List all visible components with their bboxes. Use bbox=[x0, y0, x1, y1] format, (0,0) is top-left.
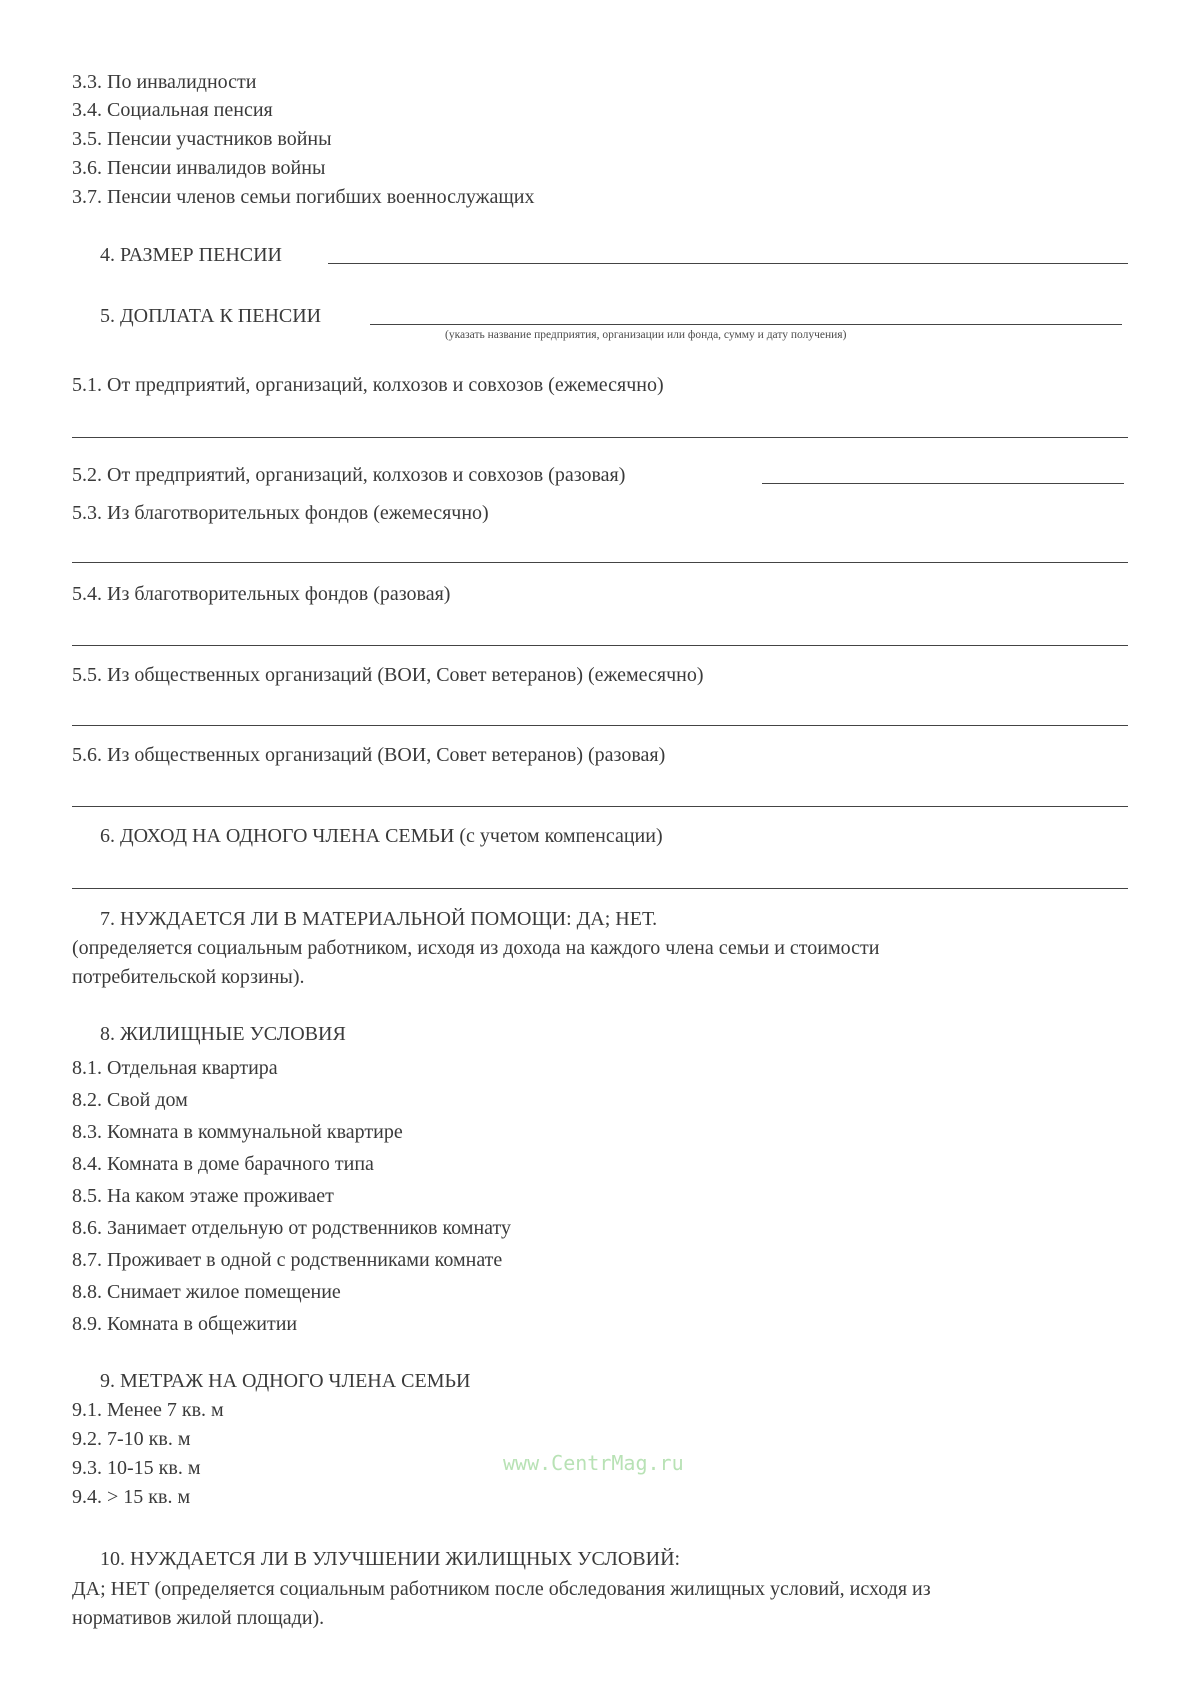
item-5-5-line bbox=[72, 725, 1128, 726]
section-5-hint: (указать название предприятия, организации или фонда, сумму и дату получения) bbox=[445, 329, 847, 341]
item-5-4-line bbox=[72, 645, 1128, 646]
section-4-heading: 4. РАЗМЕР ПЕНСИИ bbox=[100, 244, 282, 266]
item-8-5: 8.5. На каком этаже проживает bbox=[72, 1185, 334, 1207]
section-7-note-2: потребительской корзины). bbox=[72, 966, 305, 988]
item-5-3-line bbox=[72, 562, 1128, 563]
section-5-heading: 5. ДОПЛАТА К ПЕНСИИ bbox=[100, 305, 322, 327]
item-8-3: 8.3. Комната в коммунальной квартире bbox=[72, 1121, 403, 1143]
section-7-heading: 7. НУЖДАЕТСЯ ЛИ В МАТЕРИАЛЬНОЙ ПОМОЩИ: ДА; НЕТ. bbox=[100, 908, 658, 930]
item-3-5: 3.5. Пенсии участников войны bbox=[72, 128, 332, 150]
item-8-1: 8.1. Отдельная квартира bbox=[72, 1057, 278, 1079]
section-6-heading: 6. ДОХОД НА ОДНОГО ЧЛЕНА СЕМЬИ (с учетом компенсации) bbox=[100, 825, 663, 847]
item-8-9: 8.9. Комната в общежитии bbox=[72, 1313, 298, 1335]
item-5-6: 5.6. Из общественных организаций (ВОИ, Совет ветеранов) (разовая) bbox=[72, 744, 666, 766]
item-3-6: 3.6. Пенсии инвалидов войны bbox=[72, 157, 326, 179]
item-9-4: 9.4. > 15 кв. м bbox=[72, 1486, 191, 1508]
item-8-4: 8.4. Комната в доме барачного типа bbox=[72, 1153, 374, 1175]
section-10-note-1: ДА; НЕТ (определяется социальным работником после обследования жилищных условий, исходя из bbox=[72, 1578, 931, 1600]
item-5-3: 5.3. Из благотворительных фондов (ежемесячно) bbox=[72, 502, 489, 524]
item-8-8: 8.8. Снимает жилое помещение bbox=[72, 1281, 341, 1303]
section-10-note-2: нормативов жилой площади). bbox=[72, 1607, 325, 1629]
item-9-3: 9.3. 10-15 кв. м bbox=[72, 1457, 201, 1479]
item-8-7: 8.7. Проживает в одной с родственниками комнате bbox=[72, 1249, 503, 1271]
item-9-2: 9.2. 7-10 кв. м bbox=[72, 1428, 191, 1450]
item-5-2-line bbox=[762, 483, 1124, 484]
section-10-heading: 10. НУЖДАЕТСЯ ЛИ В УЛУЧШЕНИИ ЖИЛИЩНЫХ УСЛОВИЙ: bbox=[100, 1548, 681, 1570]
item-5-6-line bbox=[72, 806, 1128, 807]
item-3-3: 3.3. По инвалидности bbox=[72, 71, 257, 93]
item-8-2: 8.2. Свой дом bbox=[72, 1089, 188, 1111]
pension-amount-line bbox=[328, 263, 1128, 264]
item-3-4: 3.4. Социальная пенсия bbox=[72, 99, 273, 121]
section-8-heading: 8. ЖИЛИЩНЫЕ УСЛОВИЯ bbox=[100, 1023, 346, 1045]
item-5-4: 5.4. Из благотворительных фондов (разовая) bbox=[72, 583, 451, 605]
item-5-1: 5.1. От предприятий, организаций, колхозов и совхозов (ежемесячно) bbox=[72, 374, 664, 396]
pension-supplement-line bbox=[370, 324, 1122, 325]
section-6-line bbox=[72, 888, 1128, 889]
item-9-1: 9.1. Менее 7 кв. м bbox=[72, 1399, 224, 1421]
watermark: www.CentrMag.ru bbox=[503, 1451, 684, 1475]
item-5-1-line bbox=[72, 437, 1128, 438]
item-8-6: 8.6. Занимает отдельную от родственников комнату bbox=[72, 1217, 511, 1239]
section-9-heading: 9. МЕТРАЖ НА ОДНОГО ЧЛЕНА СЕМЬИ bbox=[100, 1370, 471, 1392]
section-7-note-1: (определяется социальным работником, исходя из дохода на каждого члена семьи и стоимости bbox=[72, 937, 880, 959]
item-5-5: 5.5. Из общественных организаций (ВОИ, Совет ветеранов) (ежемесячно) bbox=[72, 664, 704, 686]
item-3-7: 3.7. Пенсии членов семьи погибших военнослужащих bbox=[72, 186, 535, 208]
item-5-2: 5.2. От предприятий, организаций, колхозов и совхозов (разовая) bbox=[72, 464, 626, 486]
